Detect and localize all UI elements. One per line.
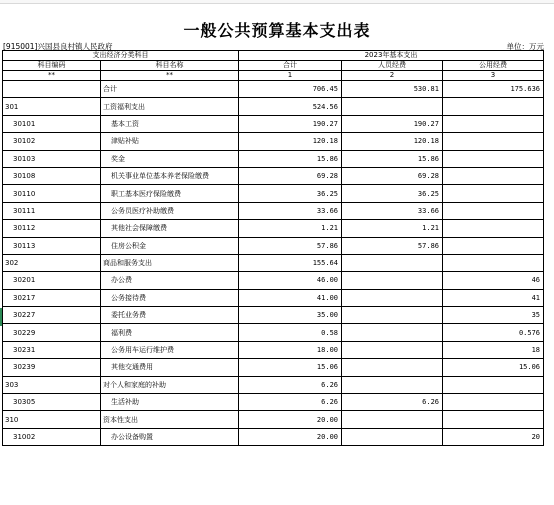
budget-expenditure-table — [2, 50, 544, 446]
cell-name[interactable]: 其他社会保障缴费 — [101, 220, 239, 237]
cell-total[interactable]: 36.25 — [239, 185, 342, 202]
cell-name[interactable]: 奖金 — [101, 150, 239, 167]
cell-total[interactable]: 18.00 — [239, 341, 342, 358]
table-row — [3, 428, 544, 445]
table-row — [3, 272, 544, 289]
cell-personnel[interactable]: 6.26 — [342, 394, 443, 411]
cell-public[interactable]: 0.576 — [443, 324, 544, 341]
header-index-total: 1 — [239, 71, 342, 81]
cell-total[interactable]: 120.18 — [239, 133, 342, 150]
header-index-row — [3, 71, 544, 81]
cell-total[interactable]: 155.64 — [239, 254, 342, 271]
cell-code[interactable]: 30227 — [3, 307, 101, 324]
cell-name[interactable]: 办公费 — [101, 272, 239, 289]
cell-total[interactable]: 6.26 — [239, 376, 342, 393]
cell-total[interactable]: 41.00 — [239, 289, 342, 306]
cell-code[interactable]: 301 — [3, 98, 101, 115]
cell-name[interactable]: 工资福利支出 — [101, 98, 239, 115]
cell-personnel[interactable]: 15.86 — [342, 150, 443, 167]
cell-code[interactable]: 30217 — [3, 289, 101, 306]
cell-public[interactable]: 46 — [443, 272, 544, 289]
cell-total[interactable]: 6.26 — [239, 394, 342, 411]
table-body — [3, 81, 544, 446]
cell-total[interactable]: 1.21 — [239, 220, 342, 237]
table-row — [3, 411, 544, 428]
header-index-public: 3 — [443, 71, 544, 81]
cell-personnel[interactable] — [342, 359, 443, 376]
cell-name[interactable]: 公务接待费 — [101, 289, 239, 306]
cell-public[interactable] — [443, 133, 544, 150]
header-group-basic-expense: 2023年基本支出 — [239, 51, 544, 61]
cell-public[interactable] — [443, 115, 544, 132]
cell-code[interactable]: 30305 — [3, 394, 101, 411]
cell-personnel[interactable] — [342, 411, 443, 428]
cell-total[interactable]: 706.45 — [239, 81, 342, 98]
cell-public[interactable]: 18 — [443, 341, 544, 358]
cell-name[interactable]: 职工基本医疗保险缴费 — [101, 185, 239, 202]
cell-total[interactable]: 69.28 — [239, 167, 342, 184]
table-row — [3, 394, 544, 411]
header-column-row — [3, 61, 544, 71]
cell-total[interactable]: 0.58 — [239, 324, 342, 341]
cell-personnel[interactable]: 190.27 — [342, 115, 443, 132]
cell-public[interactable] — [443, 237, 544, 254]
cell-name[interactable]: 委托业务费 — [101, 307, 239, 324]
cell-public[interactable] — [443, 411, 544, 428]
cell-code[interactable]: 30201 — [3, 272, 101, 289]
cell-public[interactable]: 15.06 — [443, 359, 544, 376]
cell-public[interactable] — [443, 202, 544, 219]
cell-personnel[interactable] — [342, 341, 443, 358]
table-row — [3, 185, 544, 202]
cell-personnel[interactable]: 120.18 — [342, 133, 443, 150]
table-row — [3, 254, 544, 271]
cell-public[interactable] — [443, 220, 544, 237]
currency-unit-label: 单位：万元 — [506, 42, 544, 51]
header-marker-name: ** — [101, 71, 239, 81]
cell-personnel[interactable] — [342, 324, 443, 341]
cell-total[interactable]: 524.56 — [239, 98, 342, 115]
header-group-row — [3, 51, 544, 61]
cell-name[interactable]: 合计 — [101, 81, 239, 98]
cell-public[interactable] — [443, 376, 544, 393]
header-personnel: 人员经费 — [342, 61, 443, 71]
table-row — [3, 289, 544, 306]
cell-public[interactable]: 20 — [443, 428, 544, 445]
table-row — [3, 133, 544, 150]
cell-total[interactable]: 15.06 — [239, 359, 342, 376]
cell-public[interactable] — [443, 150, 544, 167]
cell-total[interactable]: 15.86 — [239, 150, 342, 167]
cell-code[interactable]: 30229 — [3, 324, 101, 341]
cell-personnel[interactable]: 1.21 — [342, 220, 443, 237]
header-marker-code: ** — [3, 71, 101, 81]
cell-public[interactable] — [443, 394, 544, 411]
cell-code[interactable]: 30102 — [3, 133, 101, 150]
table-row — [3, 220, 544, 237]
cell-code[interactable]: 30112 — [3, 220, 101, 237]
table-row — [3, 150, 544, 167]
cell-code[interactable]: 30113 — [3, 237, 101, 254]
cell-public[interactable]: 175.636 — [443, 81, 544, 98]
sheet-top-border — [0, 0, 554, 4]
table-row — [3, 376, 544, 393]
cell-personnel[interactable]: 36.25 — [342, 185, 443, 202]
cell-name[interactable]: 办公设备购置 — [101, 428, 239, 445]
cell-total[interactable]: 20.00 — [239, 411, 342, 428]
table-row — [3, 98, 544, 115]
cell-code[interactable]: 30111 — [3, 202, 101, 219]
header-code: 科目编码 — [3, 61, 101, 71]
cell-name[interactable]: 公务员医疗补助缴费 — [101, 202, 239, 219]
table-row — [3, 115, 544, 132]
header-index-personnel: 2 — [342, 71, 443, 81]
cell-code[interactable]: 303 — [3, 376, 101, 393]
cell-public[interactable] — [443, 98, 544, 115]
cell-name[interactable]: 其他交通费用 — [101, 359, 239, 376]
table-row — [3, 307, 544, 324]
cell-public[interactable] — [443, 254, 544, 271]
cell-code[interactable]: 30108 — [3, 167, 101, 184]
cell-personnel[interactable]: 69.28 — [342, 167, 443, 184]
cell-total[interactable]: 57.86 — [239, 237, 342, 254]
header-group-economic: 支出经济分类科目 — [3, 51, 239, 61]
cell-personnel[interactable]: 57.86 — [342, 237, 443, 254]
header-public: 公用经费 — [443, 61, 544, 71]
cell-public[interactable] — [443, 167, 544, 184]
cell-name[interactable]: 基本工资 — [101, 115, 239, 132]
table-row — [3, 341, 544, 358]
table-row — [3, 167, 544, 184]
cell-name[interactable]: 生活补助 — [101, 394, 239, 411]
cell-personnel[interactable]: 33.66 — [342, 202, 443, 219]
table-row — [3, 324, 544, 341]
header-name: 科目名称 — [101, 61, 239, 71]
cell-total[interactable]: 33.66 — [239, 202, 342, 219]
cell-code[interactable]: 30110 — [3, 185, 101, 202]
cell-code[interactable]: 302 — [3, 254, 101, 271]
cell-personnel[interactable] — [342, 254, 443, 271]
cell-personnel[interactable] — [342, 289, 443, 306]
header-total: 合计 — [239, 61, 342, 71]
cell-personnel[interactable] — [342, 307, 443, 324]
table-row — [3, 237, 544, 254]
cell-personnel[interactable] — [342, 98, 443, 115]
cell-code[interactable] — [3, 81, 101, 98]
cell-name[interactable]: 津贴补贴 — [101, 133, 239, 150]
cell-code[interactable]: 30101 — [3, 115, 101, 132]
cell-total[interactable]: 190.27 — [239, 115, 342, 132]
cell-public[interactable]: 35 — [443, 307, 544, 324]
cell-name[interactable]: 住房公积金 — [101, 237, 239, 254]
cell-code[interactable]: 30239 — [3, 359, 101, 376]
cell-total[interactable]: 35.00 — [239, 307, 342, 324]
cell-name[interactable]: 对个人和家庭的补助 — [101, 376, 239, 393]
cell-public[interactable] — [443, 185, 544, 202]
cell-code[interactable]: 31002 — [3, 428, 101, 445]
cell-code[interactable]: 310 — [3, 411, 101, 428]
cell-name[interactable]: 福利费 — [101, 324, 239, 341]
cell-personnel[interactable] — [342, 376, 443, 393]
cell-code[interactable]: 30231 — [3, 341, 101, 358]
cell-name[interactable]: 机关事业单位基本养老保险缴费 — [101, 167, 239, 184]
cell-name[interactable]: 资本性支出 — [101, 411, 239, 428]
table-row — [3, 202, 544, 219]
cell-name[interactable]: 商品和服务支出 — [101, 254, 239, 271]
cell-total[interactable]: 20.00 — [239, 428, 342, 445]
cell-personnel[interactable] — [342, 428, 443, 445]
table-row — [3, 81, 544, 98]
cell-public[interactable]: 41 — [443, 289, 544, 306]
table-row — [3, 359, 544, 376]
unit-name-label: [915001]兴国县良村镇人民政府 — [3, 42, 113, 51]
cell-code[interactable]: 30103 — [3, 150, 101, 167]
cell-personnel[interactable]: 530.81 — [342, 81, 443, 98]
cell-personnel[interactable] — [342, 272, 443, 289]
page-title: 一般公共预算基本支出表 — [183, 21, 371, 40]
cell-name[interactable]: 公务用车运行维护费 — [101, 341, 239, 358]
cell-total[interactable]: 46.00 — [239, 272, 342, 289]
